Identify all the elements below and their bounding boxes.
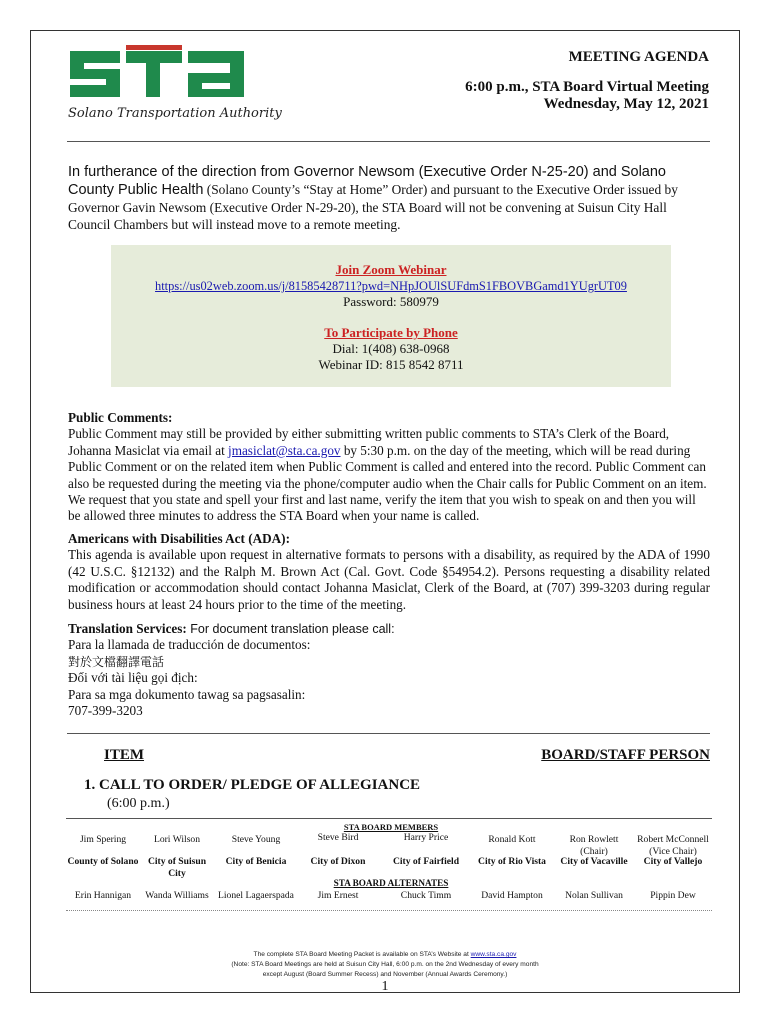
webinar-id: Webinar ID: 815 8542 8711 [318,357,464,372]
ada-section [68,531,710,613]
public-comments-section [68,410,710,525]
member-name: Ronald Kott [488,834,536,845]
member-name: Harry Price [403,832,449,843]
intro-paragraph [68,163,710,233]
translation-tagalog: Para sa mga dokumento tawag sa pagsasalin: [68,686,306,702]
zoom-url-link[interactable]: https://us02web.zoom.us/j/81585428711?pwd=NHpJOUlSUFdmS1FBOVBGamd1YUgrUT09 [155,279,627,293]
public-comments-heading: Public Comments: [68,410,173,425]
member-role: (Vice Chair) [649,846,697,857]
board-alternates-heading: STA BOARD ALTERNATES [333,878,449,888]
public-comments-line1: Public Comment may still be provided by either submitting written public comments to STA’s Clerk of the Board, [68,426,670,442]
member-city: City of Vallejo [643,856,703,867]
member-alternate: Chuck Timm [400,890,452,901]
footer-line1 [120,950,650,960]
member-alternate: Jim Ernest [317,890,359,901]
zoom-info-box [111,245,671,387]
member-name: Robert McConnell [637,834,709,845]
intro-rest: (Solano County’s “Stay at Home” Order) and pursuant to the Executive Order issued by Governor Gavin Newsom (Executive Order N-29-20), the STA Board will not be convening at Suisun City Hall Council Chambers but will instead move to a remote meeting. [68,182,678,232]
ada-heading: Americans with Disabilities Act (ADA): [68,531,290,546]
translation-spanish: Para la llamada de traducción de documentos: [68,637,311,653]
staff-column-heading: BOARD/STAFF PERSON [541,747,710,763]
member-alternate: Erin Hannigan [74,890,132,901]
doc-type: MEETING AGENDA [568,49,709,65]
footer-line3: except August (Board Summer Recess) and November (Annual Awards Ceremony.) [262,971,508,978]
org-tagline: Solano Transportation Authority [68,106,282,121]
zoom-password: Password: 580979 [343,294,439,309]
member-name: Steve Bird [317,832,359,843]
member-city: City of Benicia [225,856,287,867]
member-name: Steve Young [231,834,281,845]
translation-phone: 707-399-3203 [68,703,143,719]
member-alternate: David Hampton [481,890,543,901]
board-members-table [66,822,712,912]
member-alternate: Nolan Sullivan [565,890,623,901]
member-name: Ron Rowlett [569,834,619,845]
member-city: County of Solano [67,856,139,867]
meeting-title: 6:00 p.m., STA Board Virtual Meeting [465,79,709,95]
footer-line2: (Note: STA Board Meetings are held at Suisun City Hall, 6:00 p.m. on the 2nd Wednesday of every month [231,961,539,968]
translation-heading-line [68,621,710,637]
public-comments-line2a: Johanna Masiclat via email at [68,442,229,458]
member-city: City of Vacaville [560,856,628,867]
member-city: City of Suisun City [147,856,207,879]
translation-chinese: 對於文檔翻譯電話 [68,654,165,669]
members-bottom-rule [66,910,712,911]
header-rule [67,141,710,142]
agenda-top-rule [67,733,710,734]
footer-note [120,950,650,980]
translation-vietnamese: Đối với tài liệu gọi địch: [68,670,198,686]
agenda-item-1-time: (6:00 p.m.) [107,796,170,811]
agenda-item-1-title: 1. CALL TO ORDER/ PLEDGE OF ALLEGIANCE [84,777,421,793]
members-top-rule [66,818,712,819]
translation-section [68,621,710,719]
translation-heading-rest: For document translation please call: [186,622,395,636]
footer-line1a: The complete STA Board Meeting Packet is available on STA’s Website at [253,951,471,958]
page-number: 1 [381,979,389,994]
public-comments-line2 [68,443,710,459]
member-alternate: Wanda Williams [145,890,209,901]
meeting-date: Wednesday, May 12, 2021 [543,96,709,112]
member-alternate: Pippin Dew [650,890,696,901]
item-column-heading: ITEM [104,747,145,763]
member-name: Jim Spering [79,834,127,845]
member-role: (Chair) [580,846,608,857]
join-zoom-link[interactable]: Join Zoom Webinar [335,262,447,277]
dial-number: Dial: 1(408) 638-0968 [332,341,450,356]
sta-website-link[interactable]: www.sta.ca.gov [470,951,517,958]
public-comments-line2b: by 5:30 p.m. on the day of the meeting, which will be read during [340,442,691,458]
participate-phone-heading: To Participate by Phone [324,325,458,340]
member-city: City of Dixon [310,856,366,867]
public-comments-body: Public Comment or on the related item when Public Comment is called and entered into the record. Public Comment can also be requested during the meeting via the phone/computer audio when the Chair calls for Public Comment on an item. We request that you state and spell your first and last name, verify the item that you wish to speak on and then you will be allowed three minutes to address the STA Board when your name is called. [68,459,707,524]
ada-body: This agenda is available upon request in alternative formats to persons with a disability, as required by the ADA of 1990 (42 U.S.C. §12132) and the Ralph M. Brown Act (Cal. Govt. Code §54954.2). Persons requesting a disability related modification or accommodation should contact Johanna Masiclat, Clerk of the Board, at (707) 399-3203 during regular business hours at least 24 hours prior to the time of the meeting. [68,547,710,612]
member-city: City of Fairfield [392,856,460,867]
clerk-email-link[interactable]: jmasiclat@sta.ca.gov [228,442,341,458]
member-alternate: Lionel Lagaerspada [218,890,294,901]
board-members-heading: STA BOARD MEMBERS [343,822,439,832]
member-city: City of Rio Vista [478,856,546,867]
intro-lead: In furtherance of the direction from Governor Newsom (Executive Order N-25-20) and Solano County Public Health [68,164,666,198]
member-name: Lori Wilson [153,834,201,845]
translation-heading: Translation Services: [68,621,187,636]
